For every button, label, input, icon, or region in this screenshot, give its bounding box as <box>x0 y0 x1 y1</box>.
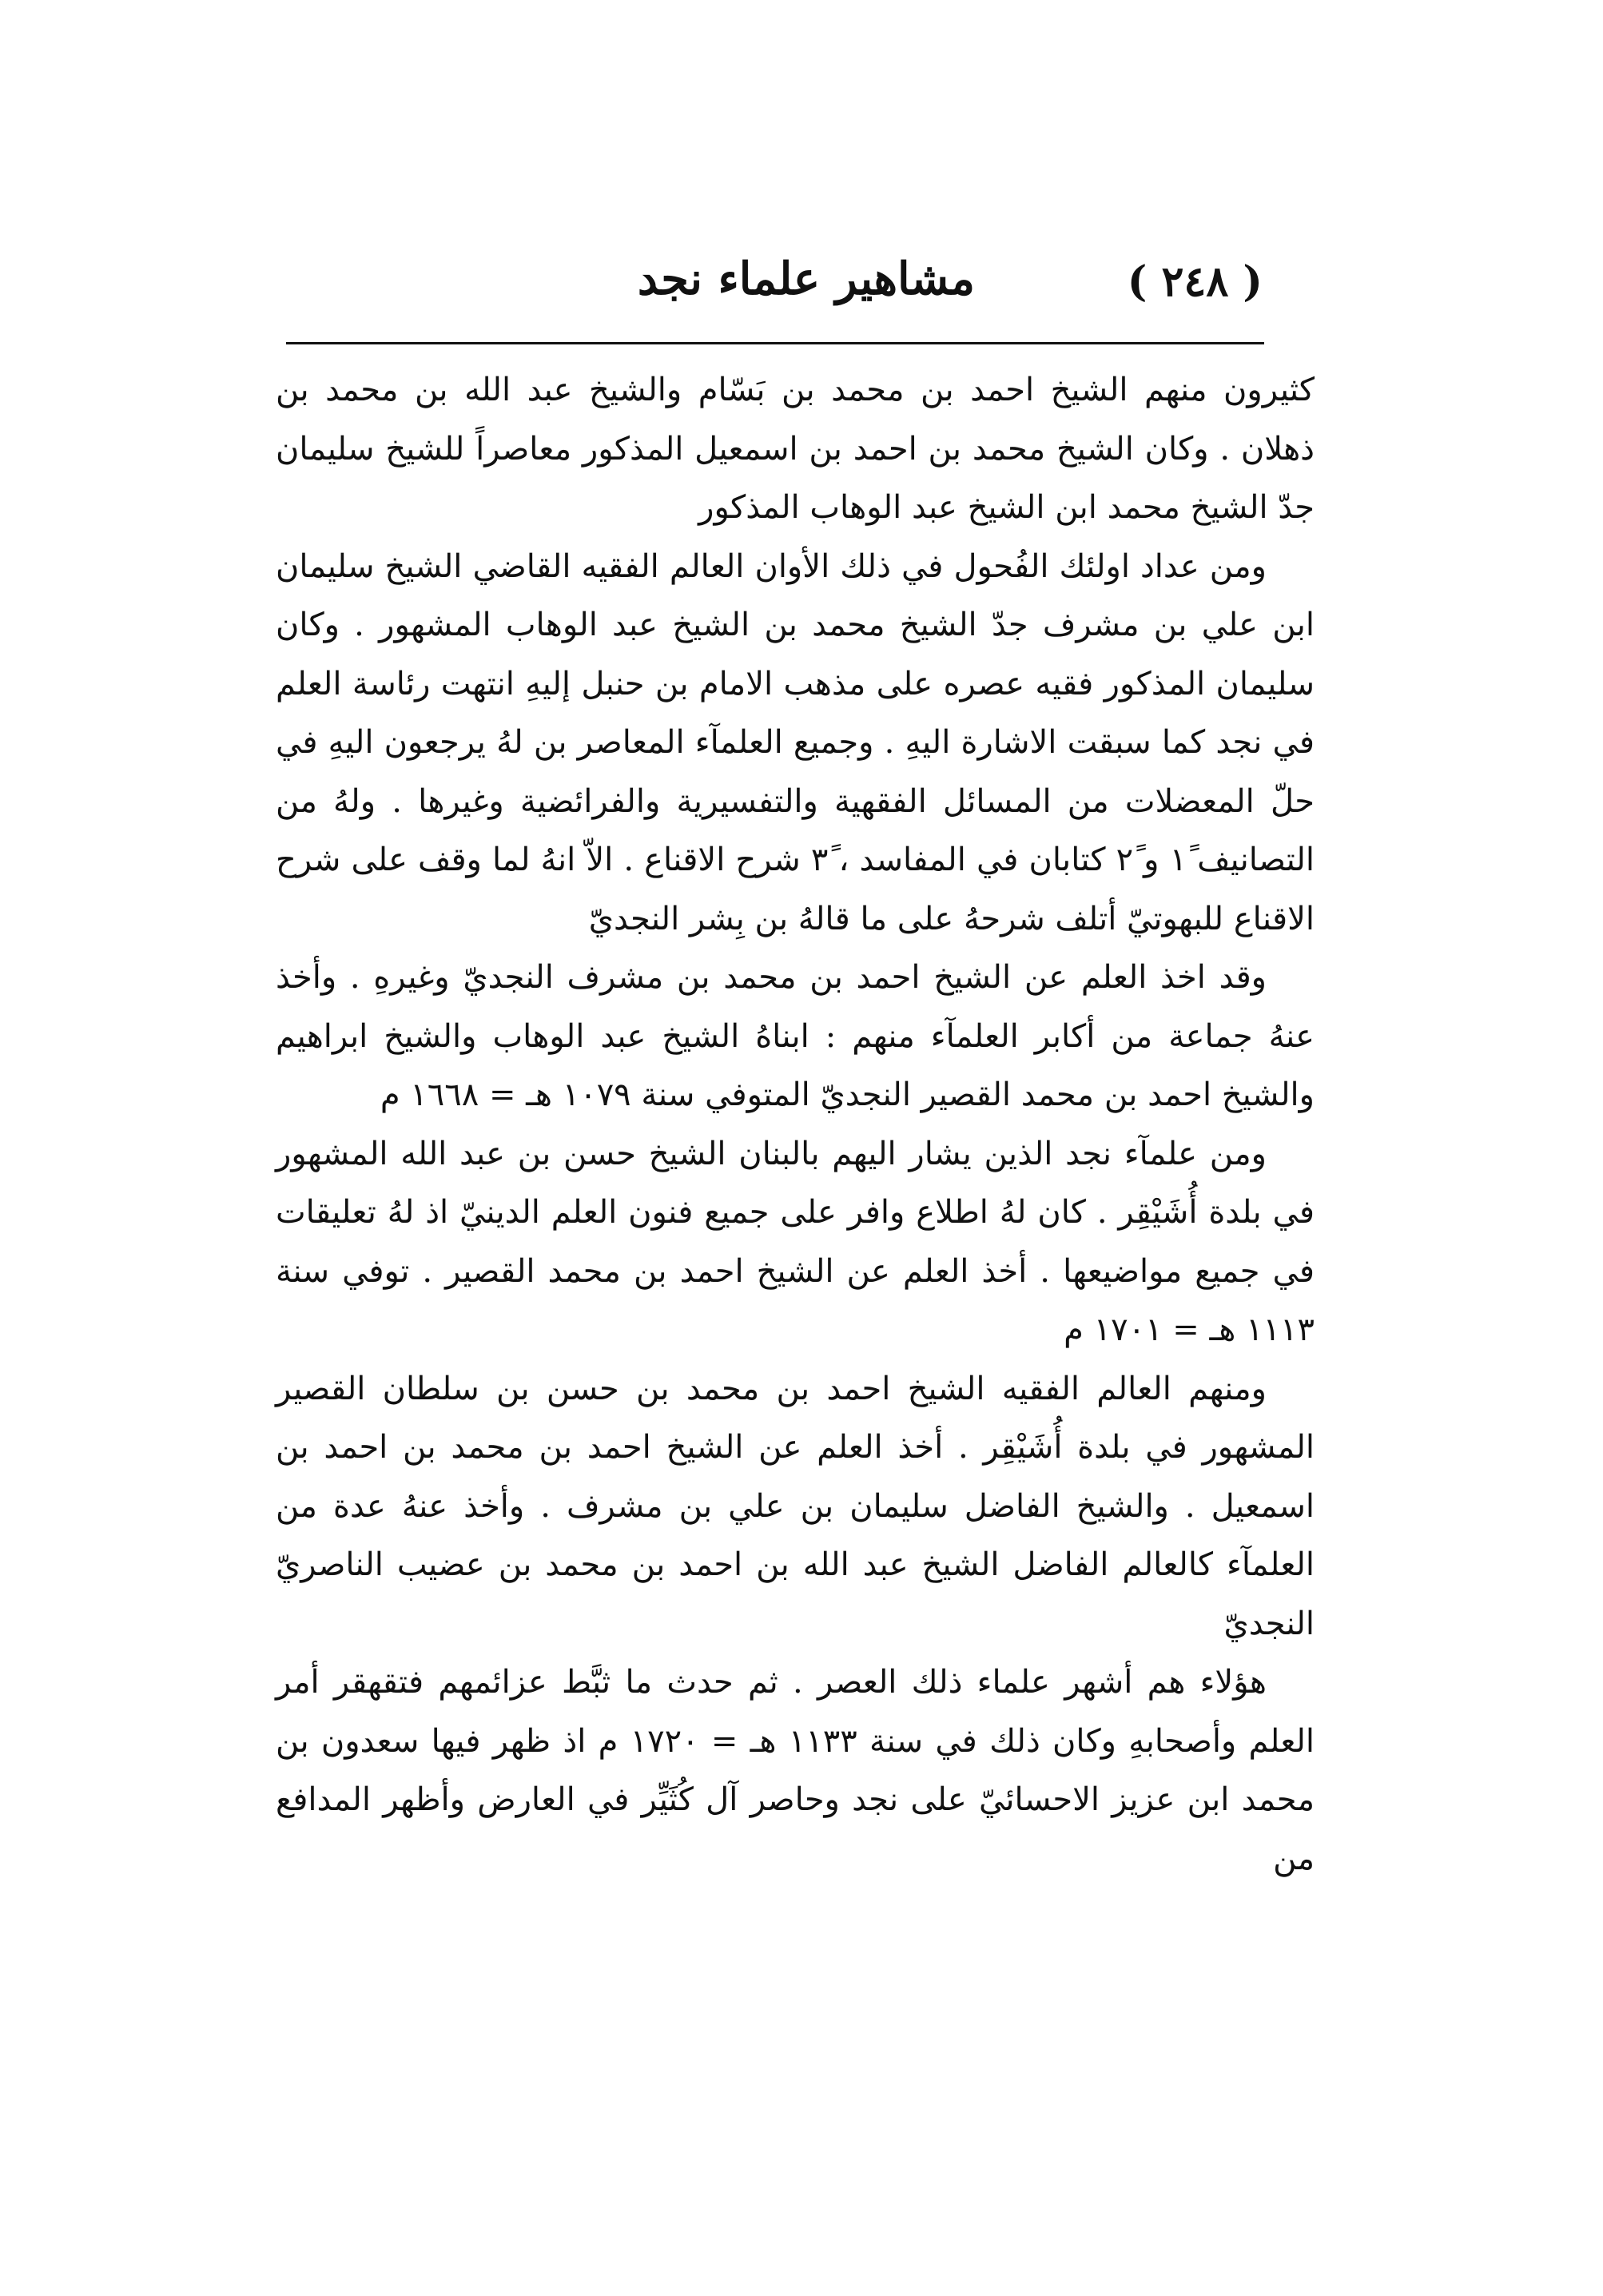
paragraph-2: ومن عداد اولئك الفُحول في ذلك الأوان العالم الفقيه القاضي الشيخ سليمان ابن علي بن مشرف جدّ الشيخ محمد بن الشيخ عبد الوهاب المشهور . وكان سليمان المذكور فقيه عصره على مذهب الامام بن حنبل إليهِ انتهت رئاسة العلم في نجد كما سبقت الاشارة اليهِ . وجميع العلمآء المعاصر بن لهُ يرجعون اليهِ في حلّ المعضلات من المسائل الفقهية والتفسيرية والفرائضية وغيرها . ولهُ من التصانيف ١ً و ٢ً كتابان في المفاسد ، ٣ً شرح الاقناع . الاّ انهُ لما وقف على شرح الاقناع للبهوتيّ أتلف شرحهُ على ما قالهُ بن بِشر النجديّ <box>276 547 1315 937</box>
header-divider <box>286 342 1264 344</box>
page-header <box>288 249 1263 337</box>
page-body <box>276 361 1315 1888</box>
paragraph-1: كثيرون منهم الشيخ احمد بن محمد بن بَسّام والشيخ عبد الله بن محمد بن ذهلان . وكان الشيخ محمد بن احمد بن اسمعيل المذكور معاصراً للشيخ سليمان جدّ الشيخ محمد ابن الشيخ عبد الوهاب المذكور <box>276 372 1315 526</box>
running-title: مشاهير علماء نجد <box>637 253 975 305</box>
paragraph-4: ومن علمآء نجد الذين يشار اليهم بالبنان الشيخ حسن بن عبد الله المشهور في بلدة أُشَيْقِر . كان لهُ اطلاع وافر على جميع فنون العلم الدينيّ اذ لهُ تعليقات في جميع مواضيعها . أخذ العلم عن الشيخ احمد بن محمد القصير . توفي سنة ١١١٣ هـ = ١٧٠١ م <box>276 1135 1315 1348</box>
paragraph-5: ومنهم العالم الفقيه الشيخ احمد بن محمد بن حسن بن سلطان القصير المشهور في بلدة أُشَيْقِر . أخذ العلم عن الشيخ احمد بن محمد بن احمد بن اسمعيل . والشيخ الفاضل سليمان بن علي بن مشرف . وأخذ عنهُ عدة من العلمآء كالعالم الفاضل الشيخ عبد الله بن احمد بن محمد بن عضيب الناصريّ النجديّ <box>276 1370 1315 1642</box>
paragraph-6: هؤلاء هم أشهر علماء ذلك العصر . ثم حدث ما ثبَّط عزائمهم فتقهقر أمر العلم وأصحابهِ وكان ذلك في سنة ١١٣٣ هـ = ١٧٢٠ م اذ ظهر فيها سعدون بن محمد ابن عزيز الاحسائيّ على نجد وحاصر آل كُثَيِّر في العارض وأظهر المدافع من <box>276 1664 1315 1877</box>
paragraph-3: وقد اخذ العلم عن الشيخ احمد بن محمد بن مشرف النجديّ وغيرهِ . وأخذ عنهُ جماعة من أكابر العلمآء منهم : ابناهُ الشيخ عبد الوهاب والشيخ ابراهيم والشيخ احمد بن محمد القصير النجديّ المتوفي سنة ١٠٧٩ هـ = ١٦٦٨ م <box>276 959 1315 1113</box>
page-number: ( ٢٤٨ ) <box>1127 257 1263 306</box>
